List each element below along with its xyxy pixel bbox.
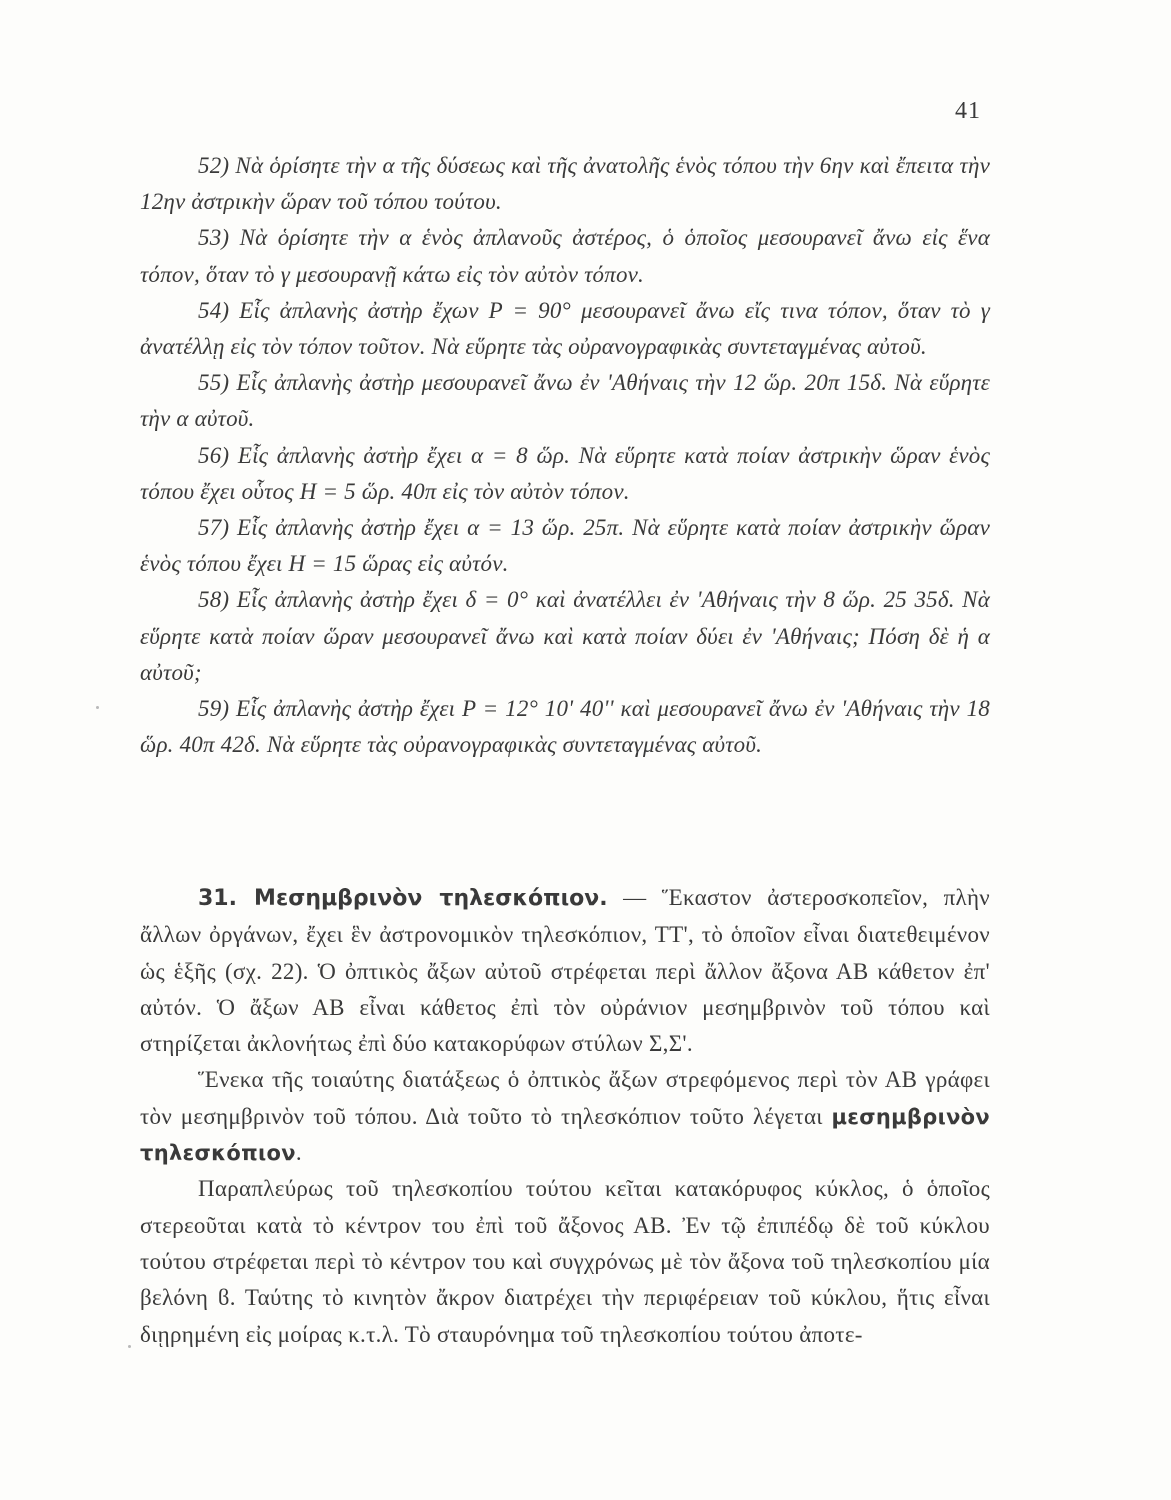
section-meridian-telescope <box>140 880 990 1353</box>
section-intro-paragraph <box>140 880 990 1062</box>
exercise-58: 58) Εἷς ἀπλανὴς ἀστὴρ ἔχει δ = 0° καὶ ἀνατέλλει ἐν 'Αθήναις τὴν 8 ὥρ. 25 35δ. Νὰ εὕρητε κατὰ ποίαν ὥραν μεσουρανεῖ ἄνω καὶ κατὰ ποίαν δύει ἐν 'Αθήναις; Πόση δὲ ἡ α αὐτοῦ; <box>140 587 990 685</box>
scan-speck <box>128 1345 131 1348</box>
paragraph-2-end: . <box>295 1140 302 1166</box>
paragraph-2 <box>140 1062 990 1171</box>
paragraph-2-lead: Ἕνεκα τῆς τοιαύτης διατάξεως ὁ ὀπτικὸς ἄξων στρεφόμενος περὶ τὸν ΑΒ γράφει τὸν μεσημβρινὸν τοῦ τόπου. Διὰ τοῦτο τὸ τηλεσκόπιον τοῦτο λέγεται <box>140 1067 990 1129</box>
exercise-59: 59) Εἷς ἀπλανὴς ἀστὴρ ἔχει P = 12° 10' 40'' καὶ μεσουρανεῖ ἄνω ἐν 'Αθήναις τὴν 18 ὥρ. 40π 42δ. Νὰ εὕρητε τὰς οὐρανογραφικὰς συντεταγμένας αὐτοῦ. <box>140 696 990 758</box>
exercise-57: 57) Εἷς ἀπλανὴς ἀστὴρ ἔχει α = 13 ὥρ. 25π. Νὰ εὕρητε κατὰ ποίαν ἀστρικὴν ὥραν ἑνὸς τόπου ἔχει H = 15 ὥρας εἰς αὐτόν. <box>140 515 990 577</box>
page-number: 41 <box>955 98 981 124</box>
section-heading: 31. Μεσημβρινὸν τηλεσκόπιον. <box>198 886 608 911</box>
bold-term: μεσημβρινὸν τηλεσκόπιον <box>140 1104 990 1166</box>
exercise-56: 56) Εἷς ἀπλανὴς ἀστὴρ ἔχει α = 8 ὥρ. Νὰ εὕρητε κατὰ ποίαν ἀστρικὴν ὥραν ἑνὸς τόπου ἔχει οὗτος H = 5 ὥρ. 40π εἰς τὸν αὐτὸν τόπον. <box>140 442 990 504</box>
exercise-53: 53) Νὰ ὁρίσητε τὴν α ἑνὸς ἀπλανοῦς ἀστέρος, ὁ ὁποῖος μεσουρανεῖ ἄνω εἰς ἕνα τόπον, ὅταν τὸ γ μεσουρανῇ κάτω εἰς τὸν αὐτὸν τόπον. <box>140 225 990 287</box>
exercise-55: 55) Εἷς ἀπλανὴς ἀστὴρ μεσουρανεῖ ἄνω ἐν 'Αθήναις τὴν 12 ὥρ. 20π 15δ. Νὰ εὕρητε τὴν α αὐτοῦ. <box>140 370 990 432</box>
exercise-list <box>140 148 990 763</box>
exercise-52: 52) Νὰ ὁρίσητε τὴν α τῆς δύσεως καὶ τῆς ἀνατολῆς ἑνὸς τόπου τὴν 6ην καὶ ἔπειτα τὴν 12ην ἀστρικὴν ὥραν τοῦ τόπου τούτου. <box>140 153 990 215</box>
paragraph-3: Παραπλεύρως τοῦ τηλεσκοπίου τούτου κεῖται κατακόρυφος κύκλος, ὁ ὁποῖος στερεοῦται κατὰ τὸ κέντρον του ἐπὶ τοῦ ἄξονος ΑΒ. Ἐν τῷ ἐπιπέδῳ δὲ τοῦ κύκλου τούτου στρέφεται περὶ τὸ κέντρον του καὶ συγχρόνως μὲ τὸν ἄξονα τοῦ τηλεσκοπίου μία βελόνη ϐ. Ταύτης τὸ κινητὸν ἄκρον διατρέχει τὴν περιφέρειαν τοῦ κύκλου, ἥτις εἶναι διῃρημένη εἰς μοίρας κ.τ.λ. Τὸ σταυρόνημα τοῦ τηλεσκοπίου τούτου ἀποτε- <box>140 1176 990 1347</box>
section-intro-text: — Ἕκαστον ἀστεροσκοπεῖον, πλὴν ἄλλων ὀργάνων, ἔχει ἓν ἀστρονομικὸν τηλεσκόπιον, ΤΤ', τὸ ὁποῖον εἶναι διατεθειμένον ὡς ἑξῆς (σχ. 22). Ὁ ὀπτικὸς ἄξων αὐτοῦ στρέφεται περὶ ἄλλον ἄξονα ΑΒ κάθετον ἐπ' αὐτόν. Ὁ ἄξων ΑΒ εἶναι κάθετος ἐπὶ τὸν οὐράνιον μεσημβρινὸν τοῦ τόπου καὶ στηρίζεται ἀκλονήτως ἐπὶ δύο κατακορύφων στύλων Σ,Σ'. <box>140 885 991 1057</box>
scan-speck <box>96 706 99 709</box>
exercise-54: 54) Εἷς ἀπλανὴς ἀστὴρ ἔχων P = 90° μεσουρανεῖ ἄνω εἴς τινα τόπον, ὅταν τὸ γ ἀνατέλλῃ εἰς τὸν τόπον τοῦτον. Νὰ εὕρητε τὰς οὐρανογραφικὰς συντεταγμένας αὐτοῦ. <box>140 297 990 360</box>
